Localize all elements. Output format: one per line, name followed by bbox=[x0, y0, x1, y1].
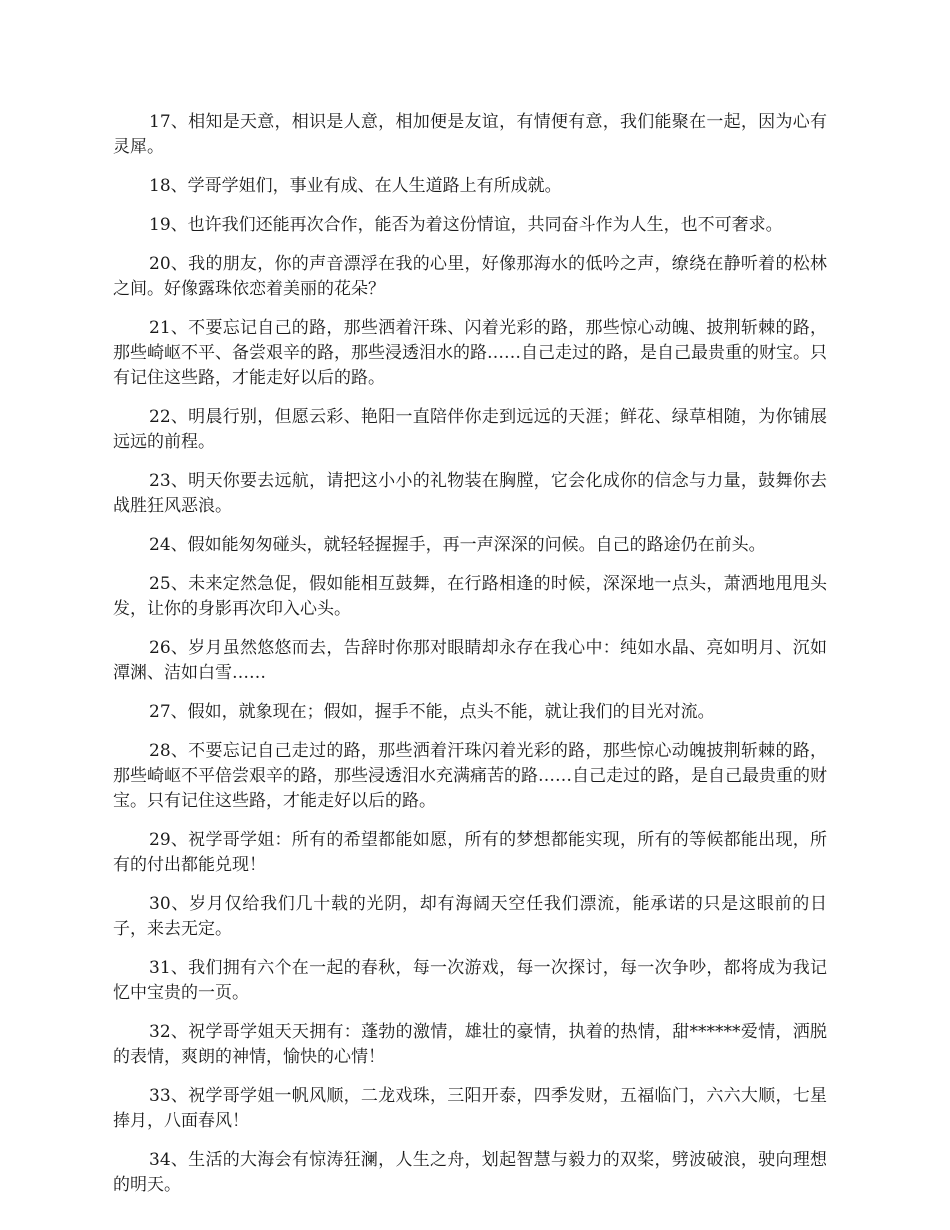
paragraph-17: 17、相知是天意，相识是人意，相加便是友谊，有情便有意，我们能聚在一起，因为心有灵犀。 bbox=[113, 112, 827, 157]
paragraph-34: 34、生活的大海会有惊涛狂澜，人生之舟，划起智慧与毅力的双桨，劈波破浪，驶向理想的明天。 bbox=[113, 1150, 827, 1195]
paragraph-31: 31、我们拥有六个在一起的春秋，每一次游戏，每一次探讨，每一次争吵，都将成为我记忆中宝贵的一页。 bbox=[113, 958, 827, 1003]
paragraph-20: 20、我的朋友，你的声音漂浮在我的心里，好像那海水的低吟之声，缭绕在静听着的松林之间。好像露珠依恋着美丽的花朵？ bbox=[113, 254, 827, 299]
paragraph-33: 33、祝学哥学姐一帆风顺，二龙戏珠，三阳开泰，四季发财，五福临门，六六大顺，七星捧月，八面春风！ bbox=[113, 1086, 827, 1131]
paragraph-21: 21、不要忘记自己的路，那些洒着汗珠、闪着光彩的路，那些惊心动魄、披荆斩棘的路，那些崎岖不平、备尝艰辛的路，那些浸透泪水的路……自己走过的路，是自己最贵重的财宝。只有记住这些路，才能走好以后的路。 bbox=[113, 318, 827, 388]
paragraph-29: 29、祝学哥学姐：所有的希望都能如愿，所有的梦想都能实现，所有的等候都能出现，所有的付出都能兑现！ bbox=[113, 830, 827, 875]
paragraph-27: 27、假如，就象现在；假如，握手不能，点头不能，就让我们的目光对流。 bbox=[149, 702, 715, 722]
paragraph-25: 25、未来定然急促，假如能相互鼓舞，在行路相逢的时候，深深地一点头，萧洒地甩甩头发，让你的身影再次印入心头。 bbox=[113, 574, 827, 619]
paragraph-32: 32、祝学哥学姐天天拥有：蓬勃的激情，雄壮的豪情，执着的热情，甜******爱情，洒脱的表情，爽朗的神情，愉快的心情！ bbox=[113, 1022, 827, 1067]
paragraph-24: 24、假如能匆匆碰头，就轻轻握握手，再一声深深的问候。自己的路途仍在前头。 bbox=[149, 535, 766, 555]
document-page bbox=[113, 110, 827, 1212]
paragraph-23: 23、明天你要去远航，请把这小小的礼物装在胸膛，它会化成你的信念与力量，鼓舞你去战胜狂风恶浪。 bbox=[113, 471, 827, 516]
paragraph-26: 26、岁月虽然悠悠而去，告辞时你那对眼睛却永存在我心中：纯如水晶、亮如明月、沉如潭渊、洁如白雪…… bbox=[113, 638, 827, 683]
paragraph-30: 30、岁月仅给我们几十载的光阴，却有海阔天空任我们漂流，能承诺的只是这眼前的日子，来去无定。 bbox=[113, 894, 827, 939]
paragraph-18: 18、学哥学姐们，事业有成、在人生道路上有所成就。 bbox=[149, 176, 562, 196]
paragraph-22: 22、明晨行别，但愿云彩、艳阳一直陪伴你走到远远的天涯；鲜花、绿草相随，为你铺展远远的前程。 bbox=[113, 407, 827, 452]
paragraph-28: 28、不要忘记自己走过的路，那些洒着汗珠闪着光彩的路，那些惊心动魄披荆斩棘的路，那些崎岖不平倍尝艰辛的路，那些浸透泪水充满痛苦的路……自己走过的路，是自己最贵重的财宝。只有记住这些路，才能走好以后的路。 bbox=[113, 741, 827, 811]
paragraph-19: 19、也许我们还能再次合作，能否为着这份情谊，共同奋斗作为人生，也不可奢求。 bbox=[149, 215, 783, 235]
